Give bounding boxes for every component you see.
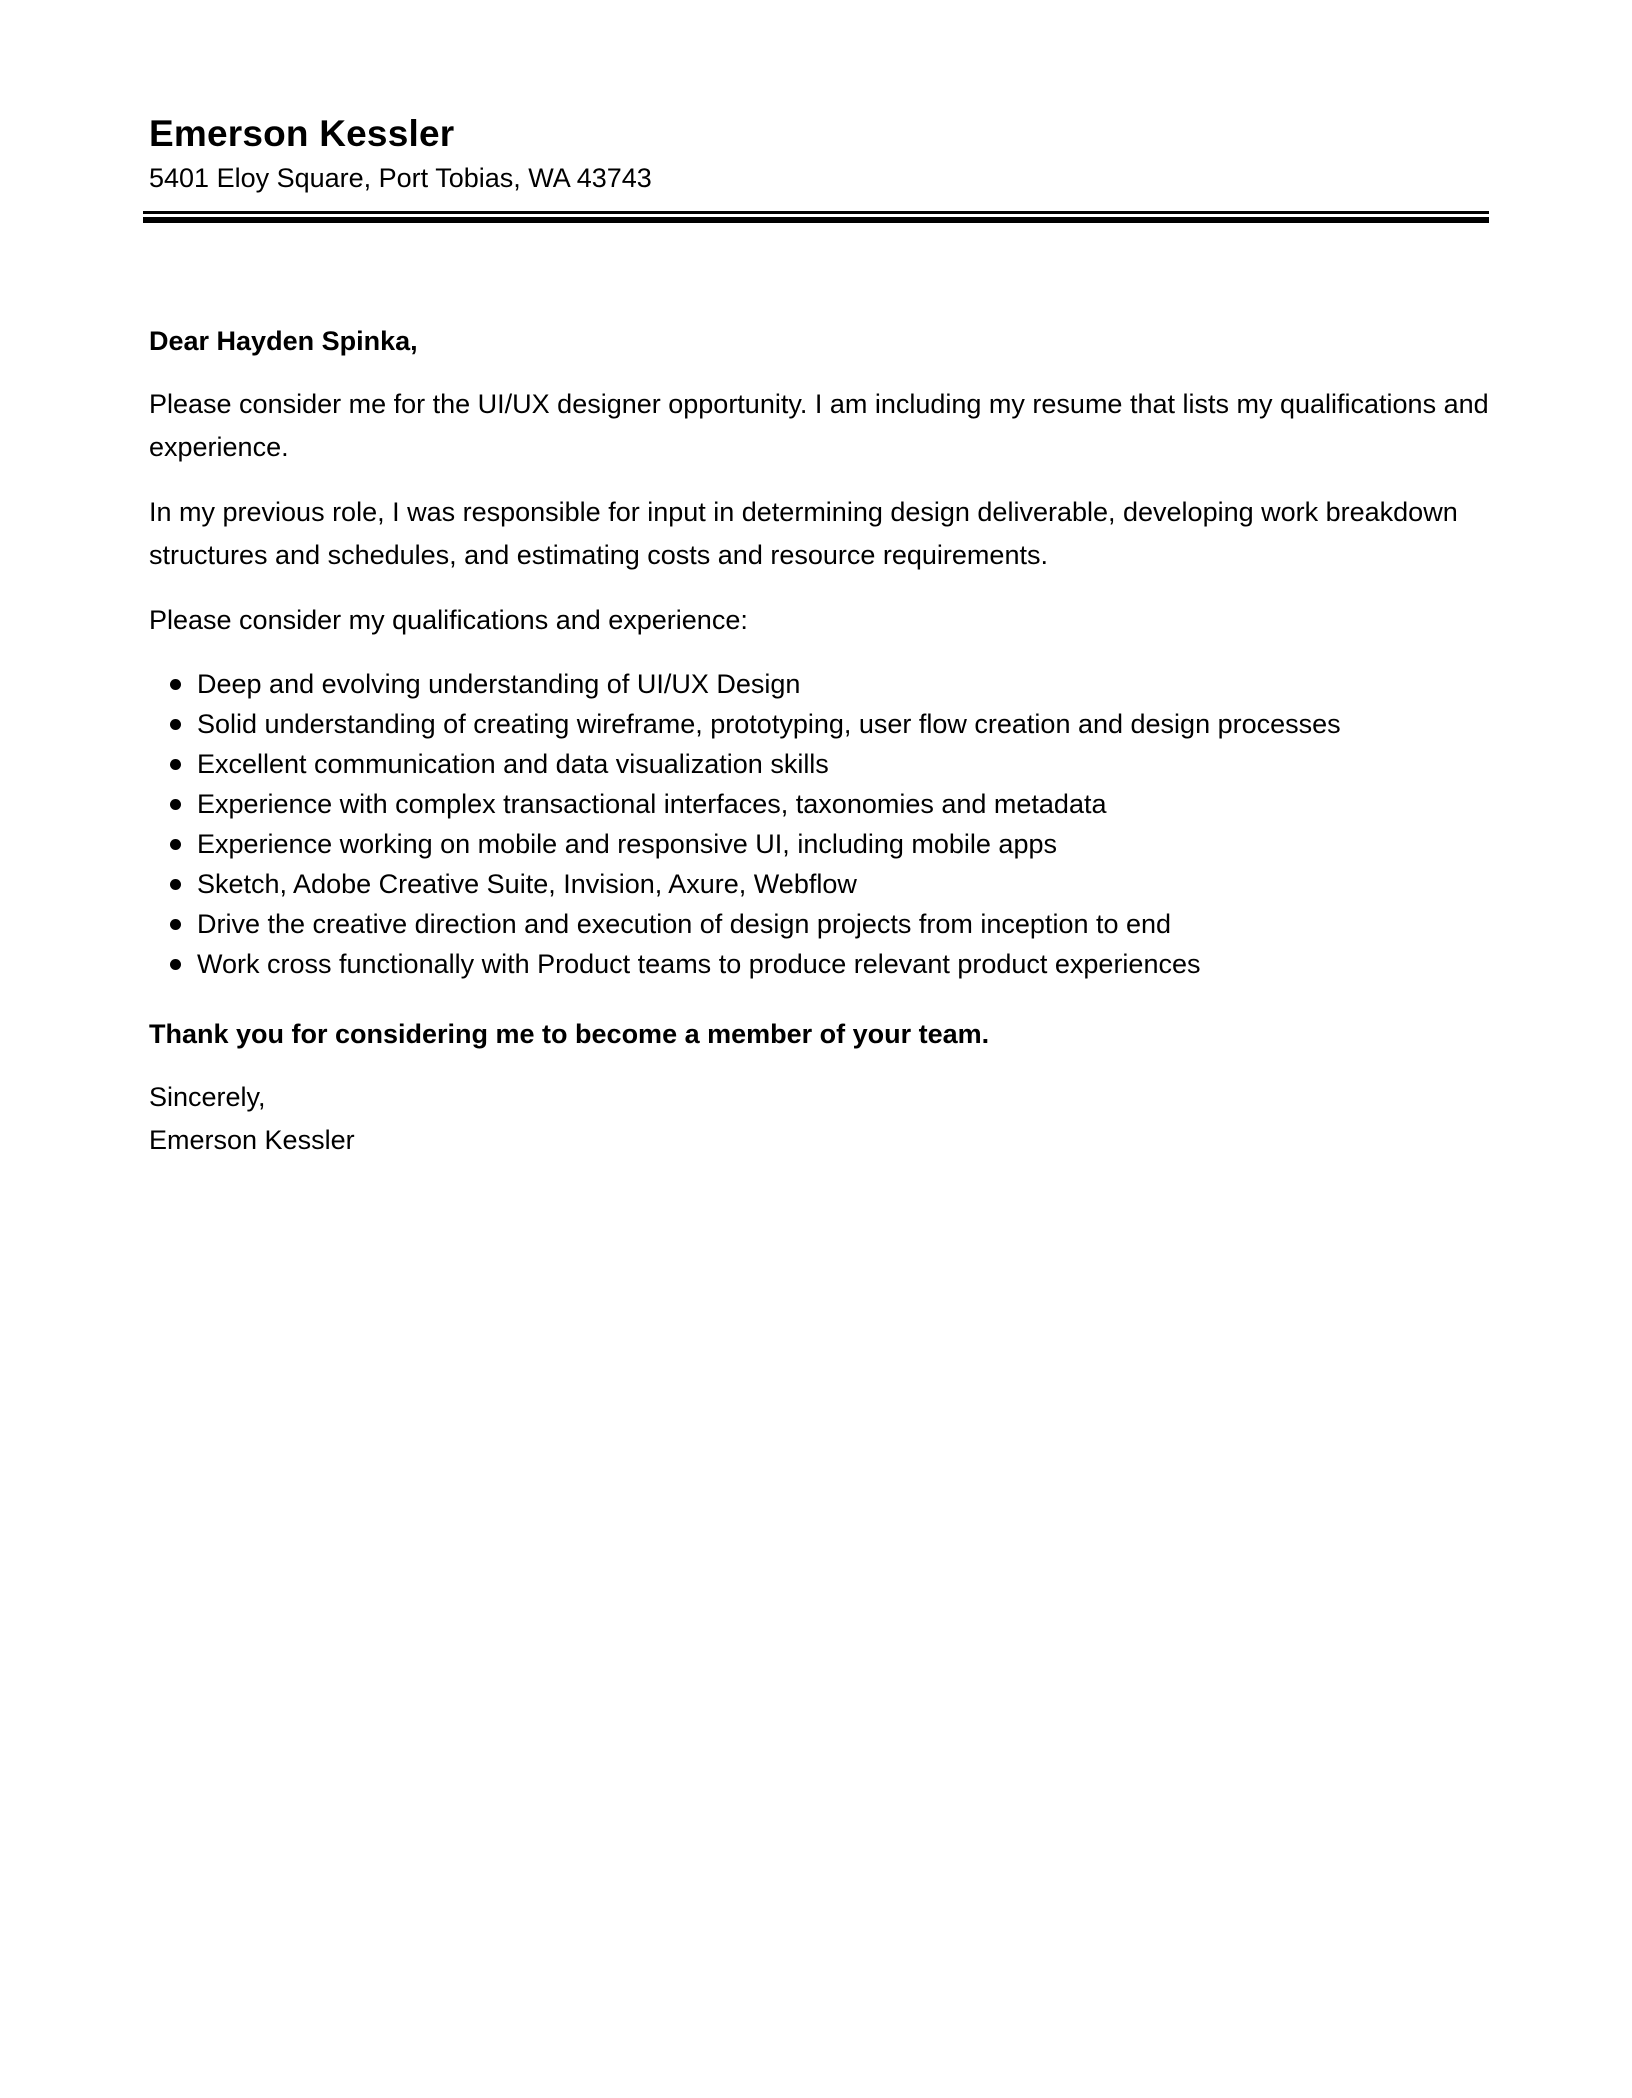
bullet-icon <box>170 719 181 730</box>
list-item <box>149 704 1489 744</box>
signature-name: Emerson Kessler <box>149 1125 355 1155</box>
letter-header <box>149 110 1489 196</box>
bullet-icon <box>170 879 181 890</box>
bullet-icon <box>170 759 181 770</box>
bullet-icon <box>170 959 181 970</box>
list-item-text: Drive the creative direction and execution of design projects from inception to end <box>197 909 1172 939</box>
list-item <box>149 824 1489 864</box>
divider-thick-line <box>143 217 1489 223</box>
closing-statement: Thank you for considering me to become a member of your team. <box>149 1019 990 1049</box>
list-item <box>149 784 1489 824</box>
list-item <box>149 944 1489 984</box>
list-item-text: Work cross functionally with Product teams to produce relevant product experiences <box>197 949 1201 979</box>
sender-name: Emerson Kessler <box>149 113 455 154</box>
list-item <box>149 744 1489 784</box>
list-item <box>149 904 1489 944</box>
qualifications-list <box>149 664 1489 984</box>
letter-body <box>149 321 1489 1162</box>
qualifications-lead-in: Please consider my qualifications and experience: <box>149 605 748 635</box>
salutation: Dear Hayden Spinka, <box>149 326 418 356</box>
bullet-icon <box>170 839 181 850</box>
bullet-icon <box>170 679 181 690</box>
list-item <box>149 864 1489 904</box>
list-item-text: Experience with complex transactional interfaces, taxonomies and metadata <box>197 789 1107 819</box>
signoff: Sincerely, <box>149 1082 266 1112</box>
bullet-icon <box>170 919 181 930</box>
list-item-text: Deep and evolving understanding of UI/UX Design <box>197 669 801 699</box>
bullet-icon <box>170 799 181 810</box>
intro-paragraph: Please consider me for the UI/UX designer opportunity. I am including my resume that lists my qualifications and experience. <box>149 389 1489 462</box>
header-divider <box>143 211 1489 223</box>
experience-paragraph: In my previous role, I was responsible for input in determining design deliverable, developing work breakdown structures and schedules, and estimating costs and resource requirements. <box>149 497 1458 570</box>
list-item-text: Sketch, Adobe Creative Suite, Invision, Axure, Webflow <box>197 869 857 899</box>
list-item <box>149 664 1489 704</box>
list-item-text: Excellent communication and data visualization skills <box>197 749 829 779</box>
sender-address: 5401 Eloy Square, Port Tobias, WA 43743 <box>149 163 652 193</box>
list-item-text: Experience working on mobile and responsive UI, including mobile apps <box>197 829 1057 859</box>
list-item-text: Solid understanding of creating wireframe, prototyping, user flow creation and design processes <box>197 709 1341 739</box>
